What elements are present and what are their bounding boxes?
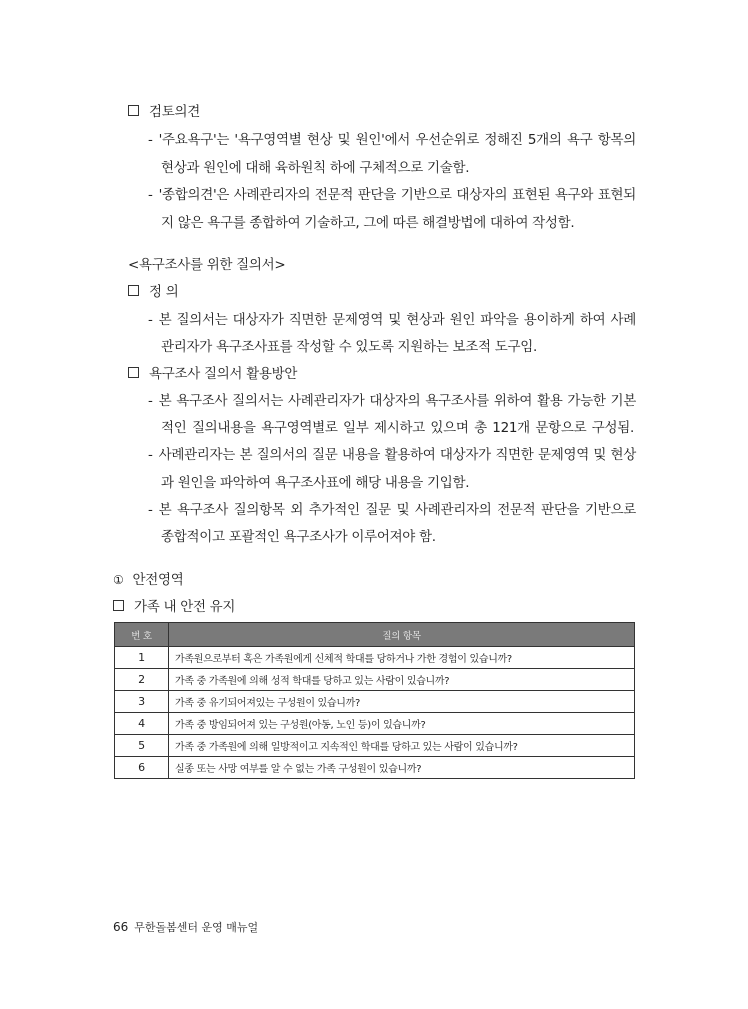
usage-item-2-line-2: 과 원인을 파악하여 욕구조사표에 해당 내용을 기입함. [161, 475, 470, 491]
usage-item-2-line-1: - 사례관리자는 본 질의서의 질문 내용을 활용하여 대상자가 직면한 문제영역 및 현상 [148, 447, 636, 463]
row-question: 가족 중 가족원에 의해 일방적이고 지속적인 학대를 당하고 있는 사람이 있습니까? [169, 735, 635, 757]
usage-item-1-line-2: 적인 질의내용을 욕구영역별로 일부 제시하고 있으며 총 121개 문항으로 구성됨. [161, 420, 634, 436]
row-number: 2 [115, 669, 169, 691]
review-item-2-line-1: - '종합의견'은 사례관리자의 전문적 판단을 기반으로 대상자의 표현된 욕구와 표현되 [148, 187, 636, 203]
checkbox-square-icon [113, 600, 124, 611]
page-footer [113, 919, 258, 935]
row-question: 가족 중 가족원에 의해 성적 학대를 당하고 있는 사람이 있습니까? [169, 669, 635, 691]
question-table [114, 622, 635, 779]
checkbox-square-icon [128, 105, 139, 116]
row-number: 3 [115, 691, 169, 713]
table-row [115, 757, 635, 779]
row-question: 실종 또는 사망 여부를 알 수 없는 가족 구성원이 있습니까? [169, 757, 635, 779]
review-item-2-line-2: 지 않은 욕구를 종합하여 기술하고, 그에 따른 해결방법에 대하여 작성함. [161, 215, 575, 231]
usage-item-3-line-2: 종합적이고 포괄적인 욕구조사가 이루어져야 함. [161, 529, 436, 545]
row-number: 1 [115, 647, 169, 669]
review-item-1-line-2: 현상과 원인에 대해 육하원칙 하에 구체적으로 기술함. [161, 160, 470, 176]
header-number: 번 호 [115, 623, 169, 647]
row-number: 4 [115, 713, 169, 735]
table-row [115, 713, 635, 735]
definition-item-1-line-2: 관리자가 욕구조사표를 작성할 수 있도록 지원하는 보조적 도구임. [161, 339, 537, 355]
section-heading: ① 안전영역 [113, 572, 184, 588]
table-row [115, 647, 635, 669]
table-header-row [115, 623, 635, 647]
row-number: 5 [115, 735, 169, 757]
usage-heading: 욕구조사 질의서 활용방안 [128, 362, 297, 382]
review-item-1-line-1: - '주요욕구'는 '욕구영역별 현상 및 원인'에서 우선순위로 정해진 5개의 욕구 항목의 [148, 132, 636, 148]
row-number: 6 [115, 757, 169, 779]
usage-item-3-line-1: - 본 욕구조사 질의항목 외 추가적인 질문 및 사례관리자의 전문적 판단을 기반으로 [148, 502, 636, 518]
header-question: 질의 항목 [169, 623, 635, 647]
row-question: 가족 중 방임되어져 있는 구성원(아동, 노인 등)이 있습니까? [169, 713, 635, 735]
manual-title: 무한돌봄센터 운영 매뉴얼 [134, 921, 259, 934]
questionnaire-title: <욕구조사를 위한 질의서> [128, 257, 286, 273]
definition-item-1-line-1: - 본 질의서는 대상자가 직면한 문제영역 및 현상과 원인 파악을 용이하게 하여 사례 [148, 312, 636, 328]
table-row [115, 669, 635, 691]
table-row [115, 691, 635, 713]
definition-heading: 정 의 [128, 280, 178, 300]
checkbox-square-icon [128, 367, 139, 378]
row-question: 가족원으로부터 혹은 가족원에게 신체적 학대를 당하거나 가한 경험이 있습니까? [169, 647, 635, 669]
review-heading: 검토의견 [128, 100, 200, 120]
subsection-heading: 가족 내 안전 유지 [113, 595, 235, 615]
circled-number: ① [113, 573, 124, 587]
row-question: 가족 중 유기되어져있는 구성원이 있습니까? [169, 691, 635, 713]
checkbox-square-icon [128, 285, 139, 296]
table-row [115, 735, 635, 757]
usage-item-1-line-1: - 본 욕구조사 질의서는 사례관리자가 대상자의 욕구조사를 위하여 활용 가능한 기본 [148, 393, 636, 409]
page-number: 66 [113, 920, 129, 934]
